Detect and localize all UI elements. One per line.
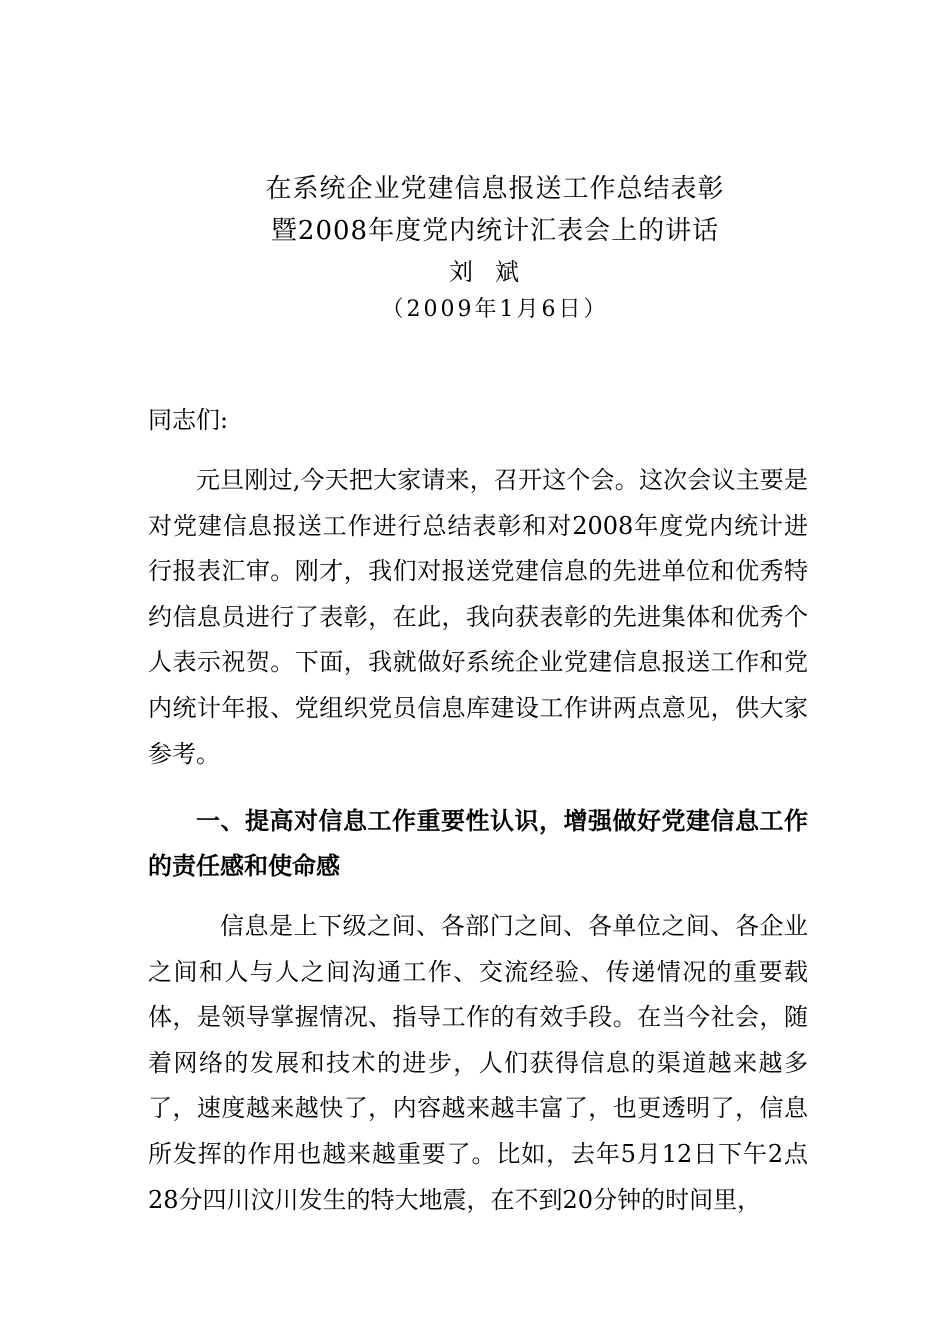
body-paragraph: 元旦刚过,今天把大家请来，召开这个会。这次会议主要是对党建信息报送工作进行总结表彰和对2008年度党内统计进行报表汇审。刚才，我们对报送党建信息的先进单位和优秀特约信息员进行了表彰，在此，我向获表彰的先进集体和优秀个人表示祝贺。下面，我就做好系统企业党建信息报送工作和党内统计年报、党组织党员信息库建设工作讲两点意见，供大家参考。 xyxy=(148,466,808,768)
title-line-2: 暨2008年度党内统计汇表会上的讲话 xyxy=(270,216,720,246)
title-line-1: 在系统企业党建信息报送工作总结表彰 xyxy=(265,174,725,204)
speech-date: （2009年1月6日） xyxy=(381,297,609,322)
section-heading: 一、提高对信息工作重要性认识，增强做好党建信息工作的责任感和使命感 xyxy=(148,806,808,880)
body-paragraph: 信息是上下级之间、各部门之间、各单位之间、各企业之间和人与人之间沟通工作、交流经验、传递情况的重要载体，是领导掌握情况、指导工作的有效手段。在当今社会，随着网络的发展和技术的进步，人们获得信息的渠道越来越多了，速度越来越快了，内容越来越丰富了，也更透明了，信息所发挥的作用也越来越重要了。比如，去年5月12日下午2点28分四川汶川发生的特大地震，在不到20分钟的时间里， xyxy=(148,912,808,1214)
salutation: 同志们: xyxy=(148,406,229,434)
author: 刘斌 xyxy=(449,258,541,286)
